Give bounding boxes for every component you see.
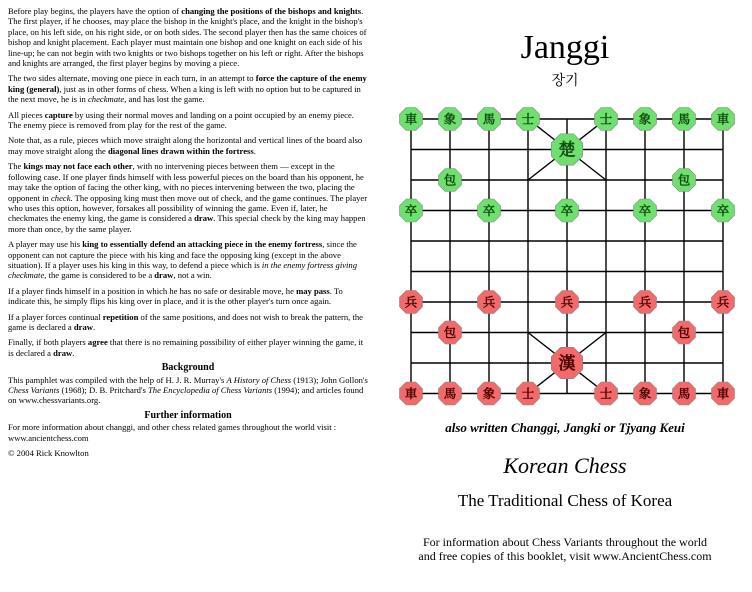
piece-glyph: 卒 xyxy=(638,203,652,218)
piece-glyph: 象 xyxy=(443,111,457,127)
piece-glyph: 車 xyxy=(716,111,730,127)
piece-glyph: 士 xyxy=(521,386,535,401)
piece-glyph: 包 xyxy=(677,172,691,188)
cover-aka: also written Changgi, Jangki or Tjyang Keui xyxy=(445,420,685,435)
green-piece[interactable] xyxy=(673,169,696,192)
rule-paragraph: The kings may not face each other, with no intervening pieces between them — except in the following case. If one player finds himself with less powerful pieces on the board than his opponent, he may take the option of facing the other king, with no pieces intervening between the two, placing the opponent in check. The opposing king must then move out of check, and the game continues. The player who uses this option, however, forsakes all possibility of winning the game. Even if, later, he checkmates the enemy king, the game is considered a draw. This special check by the king may happen more than once, by the same player. xyxy=(8,161,368,234)
cover-title: Janggi xyxy=(520,29,610,66)
red-piece[interactable] xyxy=(400,291,423,314)
green-piece[interactable] xyxy=(478,108,501,131)
janggi-board xyxy=(394,102,740,401)
green-piece[interactable] xyxy=(400,199,423,222)
green-piece[interactable] xyxy=(517,108,540,131)
piece-glyph: 象 xyxy=(638,111,652,127)
red-piece[interactable] xyxy=(712,382,735,405)
piece-glyph: 卒 xyxy=(482,203,496,218)
green-piece[interactable] xyxy=(478,199,501,222)
piece-glyph: 象 xyxy=(638,386,652,401)
rule-paragraph: A player may use his king to essentially defend an attacking piece in the enemy fortress, since the opponent can not capture the piece with his king and face the opposing king (except in the above situation). If a player uses his king in this way, to defend a piece which is in the enemy fortress giving checkmate, the game is considered to be a draw, not a win. xyxy=(8,239,358,281)
piece-glyph: 兵 xyxy=(560,294,574,310)
red-piece[interactable] xyxy=(634,291,657,314)
green-piece[interactable] xyxy=(634,199,657,222)
piece-glyph: 車 xyxy=(404,386,418,401)
red-piece[interactable] xyxy=(400,382,423,405)
green-piece[interactable] xyxy=(634,108,657,131)
cover-panel xyxy=(378,0,752,592)
green-piece[interactable] xyxy=(556,199,579,222)
piece-glyph: 兵 xyxy=(638,294,652,310)
cover-korean-title: 장기 xyxy=(551,73,579,89)
red-piece[interactable] xyxy=(634,382,657,405)
cover-footer-line1: For information about Chess Variants throughout the world xyxy=(422,535,708,549)
red-piece[interactable] xyxy=(551,347,582,378)
piece-glyph: 漢 xyxy=(558,354,576,374)
piece-glyph: 卒 xyxy=(716,203,730,218)
further-info-heading: Further information xyxy=(144,409,232,421)
piece-glyph: 士 xyxy=(599,111,613,127)
piece-glyph: 車 xyxy=(404,111,418,127)
rules-text xyxy=(8,6,368,358)
piece-glyph: 包 xyxy=(443,325,457,340)
red-piece[interactable] xyxy=(712,291,735,314)
piece-glyph: 卒 xyxy=(560,203,574,218)
piece-glyph: 馬 xyxy=(677,111,691,127)
further-info-text: For more information about changgi, and other chess related games throughout the world visit : www.ancientchess.com xyxy=(8,422,337,443)
piece-glyph: 馬 xyxy=(443,386,457,401)
green-piece[interactable] xyxy=(439,169,462,192)
piece-glyph: 馬 xyxy=(677,386,691,401)
rule-paragraph: Finally, if both players agree that there is no remaining possibility of either player winning the game, it is declared a draw. xyxy=(8,337,364,358)
cover-subtitle: Korean Chess xyxy=(503,453,627,478)
red-piece[interactable] xyxy=(478,382,501,405)
piece-glyph: 兵 xyxy=(716,294,730,310)
rule-paragraph: If a player finds himself in a position in which he has no safe or desirable move, he may pass. To indicate this, he simply flips his king over in place, and it is the other player's turn once again. xyxy=(8,285,343,307)
green-piece[interactable] xyxy=(673,108,696,131)
red-piece[interactable] xyxy=(439,382,462,405)
cover-footer-line2: and free copies of this booklet, visit www.AncientChess.com xyxy=(418,549,712,563)
piece-glyph: 兵 xyxy=(482,294,496,310)
background-heading: Background xyxy=(161,362,215,374)
red-piece[interactable] xyxy=(517,382,540,405)
piece-glyph: 士 xyxy=(599,386,613,401)
red-piece[interactable] xyxy=(673,382,696,405)
rule-paragraph: Note that, as a rule, pieces which move straight along the horizontal and vertical lines of the board also may move straight along the diagonal lines drawn within the fortress. xyxy=(8,135,363,156)
copyright: © 2004 Rick Knowlton xyxy=(8,448,89,459)
green-piece[interactable] xyxy=(400,108,423,131)
piece-glyph: 楚 xyxy=(558,140,576,161)
piece-glyph: 包 xyxy=(443,172,457,188)
green-piece[interactable] xyxy=(551,134,582,165)
green-piece[interactable] xyxy=(712,199,735,222)
piece-glyph: 包 xyxy=(677,325,691,340)
background-text: This pamphlet was compiled with the help of H. J. R. Murray's A History of Chess (1913); John Gollon's Chess Variants (1968); D. B. Pritchard's The Encyclopedia of Chess Variants (1994); and articles found on www.chessvariants.org. xyxy=(8,374,368,406)
piece-glyph: 卒 xyxy=(404,203,418,218)
piece-glyph: 馬 xyxy=(482,111,496,127)
green-piece[interactable] xyxy=(439,108,462,131)
rules-column xyxy=(8,6,368,463)
red-piece[interactable] xyxy=(673,321,696,344)
piece-glyph: 車 xyxy=(716,386,730,401)
rule-paragraph: All pieces capture by using their normal moves and landing on a point occupied by an enemy piece. The enemy piece is removed from play for the rest of the game. xyxy=(8,109,354,131)
green-piece[interactable] xyxy=(595,108,618,131)
red-piece[interactable] xyxy=(439,321,462,344)
piece-glyph: 象 xyxy=(482,386,496,401)
rule-paragraph: Before play begins, the players have the option of changing the positions of the bishops and knights. The first player, if he chooses, may place the bishop in the knight's place, and the knight in the bishop's place, on his left side, on his right side, or on both sides. The second player then has the same choices of bishop and knight placement. Each player must maintain one bishop and one knight on each side of his line-up; he can not begin with two knights or two bishops together on his left or right. After the bishops and knights are arranged, the first player begins by moving a piece. xyxy=(8,6,367,69)
rule-paragraph: The two sides alternate, moving one piece in each turn, in an attempt to force the capture of the enemy king (general), just as in other forms of chess. When a king is left with no option but to be captured in the next move, he is in checkmate, and has lost the game. xyxy=(8,73,367,105)
cover-tagline: The Traditional Chess of Korea xyxy=(457,491,673,510)
piece-glyph: 士 xyxy=(521,111,535,127)
red-piece[interactable] xyxy=(478,291,501,314)
rule-paragraph: If a player forces continual repetition of the same positions, and does not wish to break the pattern, the game is declared a draw. xyxy=(8,311,363,332)
red-piece[interactable] xyxy=(556,291,579,314)
piece-glyph: 兵 xyxy=(404,294,418,310)
green-piece[interactable] xyxy=(712,108,735,131)
red-piece[interactable] xyxy=(595,382,618,405)
